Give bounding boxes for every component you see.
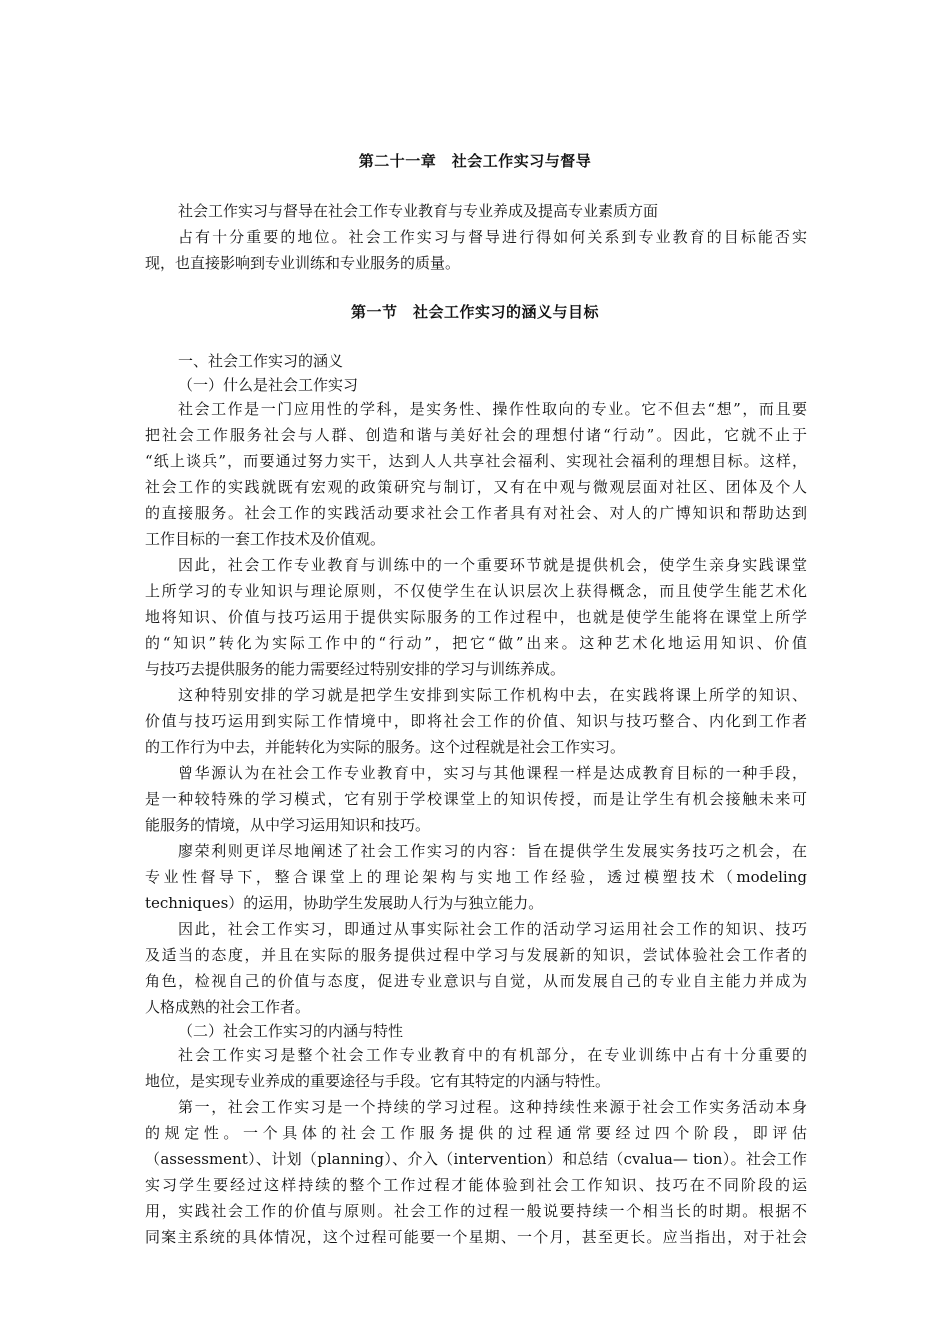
paragraph-line: 上所学习的专业知识与理论原则，不仅使学生在认识层次上获得概念，而且使学生能艺术化 <box>145 582 807 600</box>
paragraph-line: 同案主系统的具体情况，这个过程可能要一个星期、一个月，甚至更长。应当指出，对于社会 <box>145 1228 807 1246</box>
paragraph-line: 的规定性。一个具体的社会工作服务提供的过程通常要经过四个阶段，即评估 <box>145 1124 807 1142</box>
intro-line: 现，也直接影响到专业训练和专业服务的质量。 <box>145 254 461 272</box>
paragraph-line: 的“知识”转化为实际工作中的“行动”，把它“做”出来。这种艺术化地运用知识、价值 <box>145 634 807 652</box>
paragraph-line: 把社会工作服务社会与人群、创造和谐与美好社会的理想付诸“行动”。因此，它就不止于 <box>145 426 807 444</box>
paragraph-line: 专业性督导下，整合课堂上的理论架构与实地工作经验，透过模塑技术（modeling <box>145 868 807 886</box>
intro-line: 占有十分重要的地位。社会工作实习与督导进行得如何关系到专业教育的目标能否实 <box>178 228 807 246</box>
intro-line: 社会工作实习与督导在社会工作专业教育与专业养成及提高专业素质方面 <box>178 202 659 220</box>
paragraph-line: 用，实践社会工作的价值与原则。社会工作的过程一般说要持续一个相当长的时期。根据不 <box>145 1202 807 1220</box>
paragraph-line: 人格成熟的社会工作者。 <box>145 998 311 1016</box>
paragraph-line: （assessment）、计划（planning）、介入（intervention）和总结（cvalua— tion）。社会工作 <box>145 1150 807 1168</box>
section-title: 第一节 社会工作实习的涵义与目标 <box>350 303 599 321</box>
paragraph-line: 与技巧去提供服务的能力需要经过特别安排的学习与训练养成。 <box>145 660 566 678</box>
paragraph-line: 社会工作是一门应用性的学科，是实务性、操作性取向的专业。它不但去“想”，而且要 <box>178 400 807 418</box>
paragraph-line: 能服务的情境，从中学习运用知识和技巧。 <box>145 816 431 834</box>
subheading-1: （一）什么是社会工作实习 <box>178 376 359 394</box>
paragraph-line: 社会工作的实践就既有宏观的政策研究与制订，又有在中观与微观层面对社区、团体及个人 <box>145 478 807 496</box>
paragraph-line: 社会工作实习是整个社会工作专业教育中的有机部分，在专业训练中占有十分重要的 <box>178 1046 807 1064</box>
paragraph-line: 是一种较特殊的学习模式，它有别于学校课堂上的知识传授，而是让学生有机会接触未来可 <box>145 790 807 808</box>
paragraph-line: 角色，检视自己的价值与态度，促进专业意识与自觉，从而发展自己的专业自主能力并成为 <box>145 972 807 990</box>
paragraph-line: 实习学生要经过这样持续的整个工作过程才能体验到社会工作知识、技巧在不同阶段的运 <box>145 1176 807 1194</box>
paragraph-line: 地将知识、价值与技巧运用于提供实际服务的工作过程中，也就是使学生能将在课堂上所学 <box>145 608 807 626</box>
paragraph-line: 地位，是实现专业养成的重要途径与手段。它有其特定的内涵与特性。 <box>145 1072 611 1090</box>
paragraph-line: “纸上谈兵”，而要通过努力实干，达到人人共享社会福利、实现社会福利的理想目标。这样， <box>145 452 807 470</box>
paragraph-line: 第一，社会工作实习是一个持续的学习过程。这种持续性来源于社会工作实务活动本身 <box>178 1098 807 1116</box>
paragraph-line: 因此，社会工作实习，即通过从事实际社会工作的活动学习运用社会工作的知识、技巧 <box>178 920 807 938</box>
paragraph-line: 及适当的态度，并且在实际的服务提供过程中学习与发展新的知识，尝试体验社会工作者的 <box>145 946 807 964</box>
paragraph-line: 的工作行为中去，并能转化为实际的服务。这个过程就是社会工作实习。 <box>145 738 626 756</box>
heading-1: 一、社会工作实习的涵义 <box>178 352 344 370</box>
paragraph-line: 工作目标的一套工作技术及价值观。 <box>145 530 386 548</box>
paragraph-line: 价值与技巧运用到实际工作情境中，即将社会工作的价值、知识与技巧整合、内化到工作者 <box>145 712 807 730</box>
chapter-title: 第二十一章 社会工作实习与督导 <box>358 152 592 170</box>
paragraph-line: 因此，社会工作专业教育与训练中的一个重要环节就是提供机会，使学生亲身实践课堂 <box>178 556 807 574</box>
paragraph-line: 廖荣利则更详尽地阐述了社会工作实习的内容：旨在提供学生发展实务技巧之机会，在 <box>178 842 807 860</box>
paragraph-line: 的直接服务。社会工作的实践活动要求社会工作者具有对社会、对人的广博知识和帮助达到 <box>145 504 807 522</box>
paragraph-line: 这种特别安排的学习就是把学生安排到实际工作机构中去，在实践将课上所学的知识、 <box>178 686 807 704</box>
paragraph-line: 曾华源认为在社会工作专业教育中，实习与其他课程一样是达成教育目标的一种手段， <box>178 764 807 782</box>
paragraph-line: techniques）的运用，协助学生发展助人行为与独立能力。 <box>145 894 544 912</box>
subheading-2: （二）社会工作实习的内涵与特性 <box>178 1022 404 1040</box>
